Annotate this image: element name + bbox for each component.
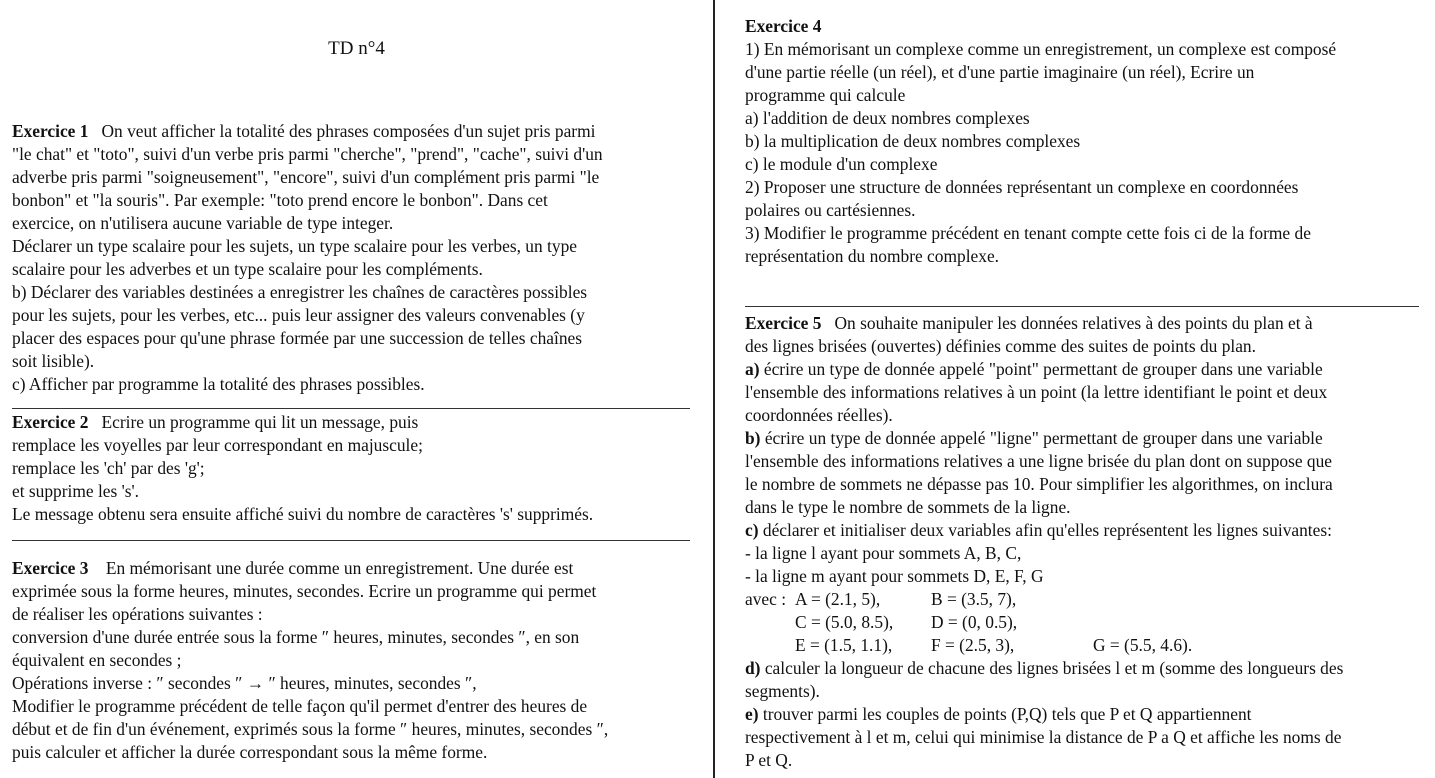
exercise-1-line: b) Déclarer des variables destinées a enregistrer les chaînes de caractères possibles [12, 282, 588, 302]
exercise-5-line: c) déclarer et initialiser deux variables afin qu'elles représentent les lignes suivantes: [745, 520, 1332, 540]
exercise-1 [12, 120, 603, 396]
separator-rule [12, 408, 690, 409]
exercise-1-line: bonbon" et "la souris". Par exemple: "toto prend encore le bonbon". Dans cet [12, 190, 548, 210]
column-divider [713, 0, 715, 778]
part-e-label: e) [745, 704, 759, 724]
points-row-2 [745, 611, 1343, 634]
exercise-1-line: c) Afficher par programme la totalité des phrases possibles. [12, 374, 425, 394]
points-row-3 [745, 634, 1343, 657]
point-a: A = (2.1, 5), [795, 589, 881, 609]
exercise-5-line: des lignes brisées (ouvertes) définies comme des suites de points du plan. [745, 336, 1256, 356]
part-c-label: c) [745, 520, 759, 540]
exercise-2-line: Le message obtenu sera ensuite affiché suivi du nombre de caractères 's' supprimés. [12, 504, 594, 524]
page-title: TD n°4 [328, 38, 385, 59]
exercise-2-line: et supprime les 's'. [12, 481, 140, 501]
exercise-5-heading: Exercice 5 [745, 313, 822, 333]
exercise-3-line: début et de fin d'un événement, exprimés sous la forme ″ heures, minutes, secondes ″, [12, 719, 609, 739]
separator-rule [745, 306, 1419, 307]
exercise-1-line: placer des espaces pour qu'une phrase formée par une succession de telles chaînes [12, 328, 583, 348]
exercise-4-line: a) l'addition de deux nombres complexes [745, 108, 1030, 128]
point-d: D = (0, 0.5), [931, 612, 1018, 632]
exercise-5-line: segments). [745, 681, 820, 701]
exercise-5-line: d) calculer la longueur de chacune des lignes brisées l et m (somme des longueurs des [745, 658, 1344, 678]
exercise-1-heading: Exercice 1 [12, 121, 89, 141]
exercise-4-line: c) le module d'un complexe [745, 154, 938, 174]
exercise-3-line: Modifier le programme précédent de telle façon qu'il permet d'entrer des heures de [12, 696, 588, 716]
part-d-label: d) [745, 658, 761, 678]
exercise-4-line: polaires ou cartésiennes. [745, 200, 916, 220]
exercise-3-heading: Exercice 3 [12, 558, 89, 578]
exercise-4-line: 2) Proposer une structure de données représentant un complexe en coordonnées [745, 177, 1299, 197]
exercise-1-line: Exercice 1 On veut afficher la totalité des phrases composées d'un sujet pris parmi [12, 121, 596, 141]
point-b: B = (3.5, 7), [931, 589, 1017, 609]
exercise-1-line: "le chat" et "toto", suivi d'un verbe pris parmi "cherche", "prend", "cache", suivi d'un [12, 144, 603, 164]
exercise-5-line: - la ligne l ayant pour sommets A, B, C, [745, 543, 1022, 563]
exercise-5-line: l'ensemble des informations relatives a une ligne brisée du plan dont on suppose que [745, 451, 1333, 471]
exercise-4-line: b) la multiplication de deux nombres complexes [745, 131, 1081, 151]
exercise-5-line: le nombre de sommets ne dépasse pas 10. Pour simplifier les algorithmes, on inclura [745, 474, 1333, 494]
exercise-4-line: programme qui calcule [745, 85, 906, 105]
exercise-2-line: remplace les 'ch' par des 'g'; [12, 458, 205, 478]
exercise-3-line: conversion d'une durée entrée sous la forme ″ heures, minutes, secondes ″, en son [12, 627, 580, 647]
exercise-5-line: - la ligne m ayant pour sommets D, E, F, G [745, 566, 1044, 586]
exercise-1-line: scalaire pour les adverbes et un type scalaire pour les compléments. [12, 259, 483, 279]
avec-label: avec : [745, 589, 787, 609]
exercise-3-line: Opérations inverse : ″ secondes ″ → ″ heures, minutes, secondes ″, [12, 673, 477, 693]
exercise-1-line: adverbe pris parmi "soigneusement", "encore", suivi d'un complément pris parmi "le [12, 167, 600, 187]
exercise-5-line: Exercice 5 On souhaite manipuler les données relatives à des points du plan et à [745, 313, 1313, 333]
exercise-1-line: Déclarer un type scalaire pour les sujets, un type scalaire pour les verbes, un type [12, 236, 577, 256]
exercise-3-line: de réaliser les opérations suivantes : [12, 604, 263, 624]
exercise-5-line: respectivement à l et m, celui qui minimise la distance de P a Q et affiche les noms de [745, 727, 1342, 747]
point-c: C = (5.0, 8.5), [795, 612, 894, 632]
exercise-5-line: b) écrire un type de donnée appelé "ligne" permettant de grouper dans une variable [745, 428, 1323, 448]
exercise-5 [745, 312, 1343, 772]
exercise-2-heading: Exercice 2 [12, 412, 89, 432]
separator-rule [12, 540, 690, 541]
part-a-label: a) [745, 359, 760, 379]
exercise-5-line: a) écrire un type de donnée appelé "point" permettant de grouper dans une variable [745, 359, 1323, 379]
exercise-4-line: d'une partie réelle (un réel), et d'une partie imaginaire (un réel), Ecrire un [745, 62, 1255, 82]
exercise-5-line: P et Q. [745, 750, 793, 770]
exercise-3-line: puis calculer et afficher la durée correspondant sous la même forme. [12, 742, 488, 762]
exercise-5-line: dans le type le nombre de sommets de la ligne. [745, 497, 1071, 517]
exercise-1-line: pour les sujets, pour les verbes, etc... puis leur assigner des valeurs convenables (y [12, 305, 585, 325]
exercise-1-line: exercice, on n'utilisera aucune variable de type integer. [12, 213, 394, 233]
exercise-3-line: exprimée sous la forme heures, minutes, secondes. Ecrire un programme qui permet [12, 581, 597, 601]
exercise-3-line: équivalent en secondes ; [12, 650, 182, 670]
exercise-1-line: soit lisible). [12, 351, 95, 371]
exercise-4-line: 3) Modifier le programme précédent en tenant compte cette fois ci de la forme de [745, 223, 1311, 243]
points-row-1 [745, 588, 1343, 611]
exercise-2 [12, 411, 593, 526]
exercise-5-line: e) trouver parmi les couples de points (P,Q) tels que P et Q appartiennent [745, 704, 1252, 724]
point-f: F = (2.5, 3), [931, 635, 1015, 655]
part-b-label: b) [745, 428, 761, 448]
exercise-5-line: l'ensemble des informations relatives à un point (la lettre identifiant le point et deux [745, 382, 1328, 402]
exercise-4 [745, 15, 1336, 268]
exercise-4-heading: Exercice 4 [745, 16, 822, 36]
exercise-2-line: remplace les voyelles par leur correspondant en majuscule; [12, 435, 423, 455]
exercise-3 [12, 557, 608, 764]
exercise-5-line: coordonnées réelles). [745, 405, 893, 425]
exercise-4-line: représentation du nombre complexe. [745, 246, 1000, 266]
point-e: E = (1.5, 1.1), [795, 635, 893, 655]
exercise-2-line: Exercice 2 Ecrire un programme qui lit un message, puis [12, 412, 419, 432]
point-g: G = (5.5, 4.6). [1093, 635, 1193, 655]
exercise-4-line: 1) En mémorisant un complexe comme un enregistrement, un complexe est composé [745, 39, 1337, 59]
exercise-3-line: Exercice 3 En mémorisant une durée comme un enregistrement. Une durée est [12, 558, 574, 578]
